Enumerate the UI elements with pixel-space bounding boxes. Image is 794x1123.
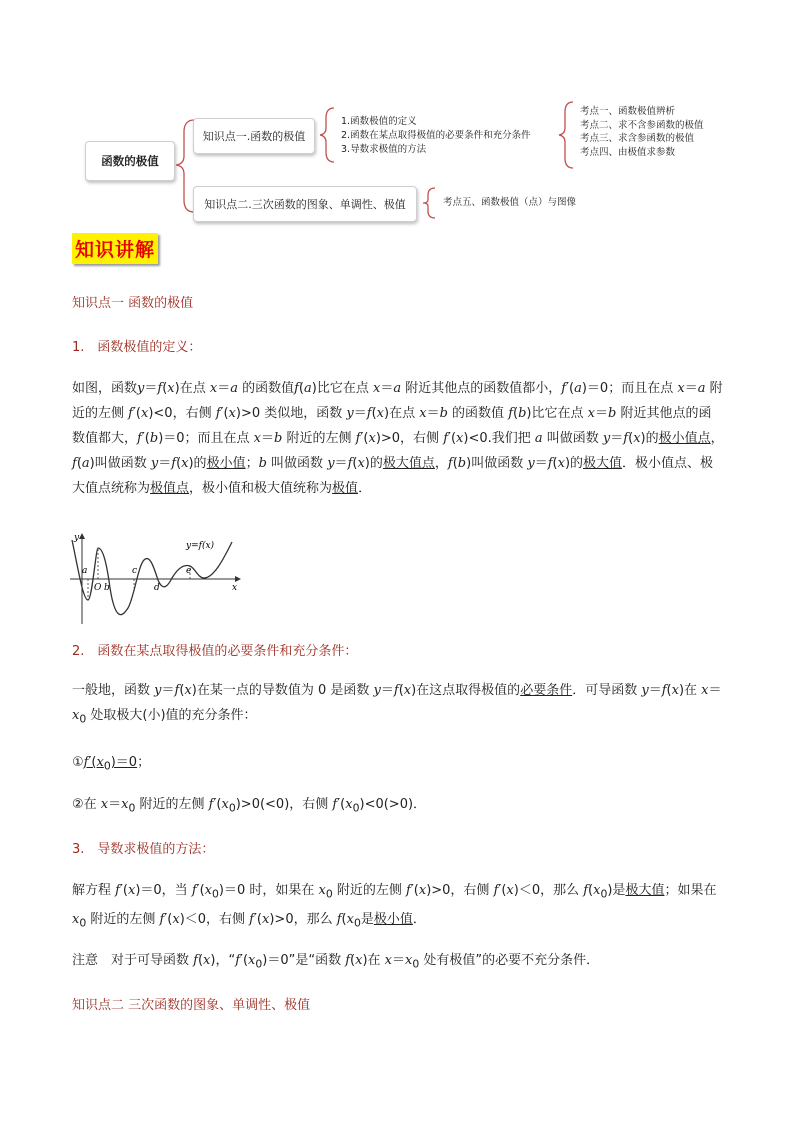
point-label-b: b — [104, 583, 110, 593]
point-label-c: c — [132, 566, 138, 576]
exam-point: 考点三、求含参函数的极值 — [580, 133, 695, 144]
exam-point: 考点四、由极值求参数 — [580, 146, 676, 158]
k1-item: 1.函数极值的定义 — [341, 116, 417, 127]
section-heading: 知识讲解 — [72, 233, 158, 264]
condition-2: ②在 $x=x_0$ 附近的左侧 $f'(x_0)>0(<0)$，右侧 $f'(x_0)<0(>0)$． — [72, 797, 427, 815]
func-label: y=f(x) — [186, 541, 215, 551]
subsection-3-title: 3. 导数求极值的方法： — [72, 842, 215, 857]
k1-item: 3.导数求极值的方法 — [341, 144, 427, 155]
exam-point: 考点一、函数极值辨析 — [580, 106, 676, 117]
k1-exam-list — [580, 105, 704, 159]
knowledge-point-2-title: 知识点二 三次函数的图象、单调性、极值 — [72, 998, 311, 1013]
mindmap-k2: 知识点二.三次函数的图象、单调性、极值 — [193, 186, 417, 222]
origin-label: O — [94, 583, 102, 593]
curve — [72, 540, 232, 615]
mindmap-root: 函数的极值 — [85, 141, 175, 181]
k1-exam-brace — [557, 100, 575, 170]
subsection-1-title: 1. 函数极值的定义： — [72, 340, 202, 355]
method-paragraph: 解方程 f′(x)＝0，当 $f'(x_0)=0$ 时，如果在 $x_0$ 附近的左侧 f′(x)>0，右侧 f′(x)＜0，那么 $f(x_0)$是极大值；如果在 $x_0$ 附近的左侧 f′(x)＜0，右侧 f′(x)>0，那么 $f(x_0$是极小值． — [72, 883, 717, 930]
k2-brace — [421, 186, 437, 220]
knowledge-point-1-title: 知识点一 函数的极值 — [72, 296, 194, 311]
x-axis-label: x — [232, 583, 238, 593]
function-graph — [68, 528, 248, 628]
point-label-d: d — [154, 583, 160, 593]
k1-items — [341, 115, 531, 157]
condition-1: $①f'(x_0)=0$； — [72, 755, 151, 773]
point-label-a: a — [82, 566, 88, 576]
exam-point: 考点二、求不含参函数的极值 — [580, 119, 704, 131]
subsection-2-title: 2. 函数在某点取得极值的必要条件和充分条件： — [72, 644, 358, 659]
mindmap-k1: 知识点一.函数的极值 — [193, 118, 315, 154]
definition-paragraph: 如图，函数y＝f(x)在点 x＝a 的函数值f(a)比它在点 x＝a 附近其他点的函数值都小，f′(a)＝0；而且在点 x＝a 附近的左侧 f′(x)<0，右侧 f′(x)>0 类似地，函数 y＝f(x)在点 x＝b 的函数值 f(b)比它在点 x＝b 附近其他点的函数值都大，f′(b)＝0；而且在点 x＝b 附近的左侧 f′(x)>0，右侧 f′(x)<0.我们把 a 叫做函数 y＝f(x)的极小值点，f(a)叫做函数 y＝f(x)的极小值；b 叫做函数 y＝f(x)的极大值点，f(b)叫做函数 y＝f(x)的极大值．极小值点、极大值点统称为极值点，极小值和极大值统称为极值． — [72, 381, 724, 496]
note-paragraph: 注意 对于可导函数 f(x)，“$f'(x_0)=0$”是“函数 f(x)在 $x=x_0$ 处有极值”的必要不充分条件． — [72, 953, 600, 971]
point-label-e: e — [186, 566, 192, 576]
condition-paragraph: 一般地，函数 y＝f(x)在某一点的导数值为 0 是函数 y＝f(x)在这点取得极值的必要条件．可导函数 y＝f(x)在 $x=x_0$ 处取极大(小)值的充分条件： — [72, 683, 722, 726]
k1-item: 2.函数在某点取得极值的必要条件和充分条件 — [341, 130, 531, 141]
k2-exam: 考点五、函数极值（点）与图像 — [443, 197, 577, 208]
y-axis-label: y — [74, 533, 80, 543]
k1-brace — [318, 106, 336, 164]
